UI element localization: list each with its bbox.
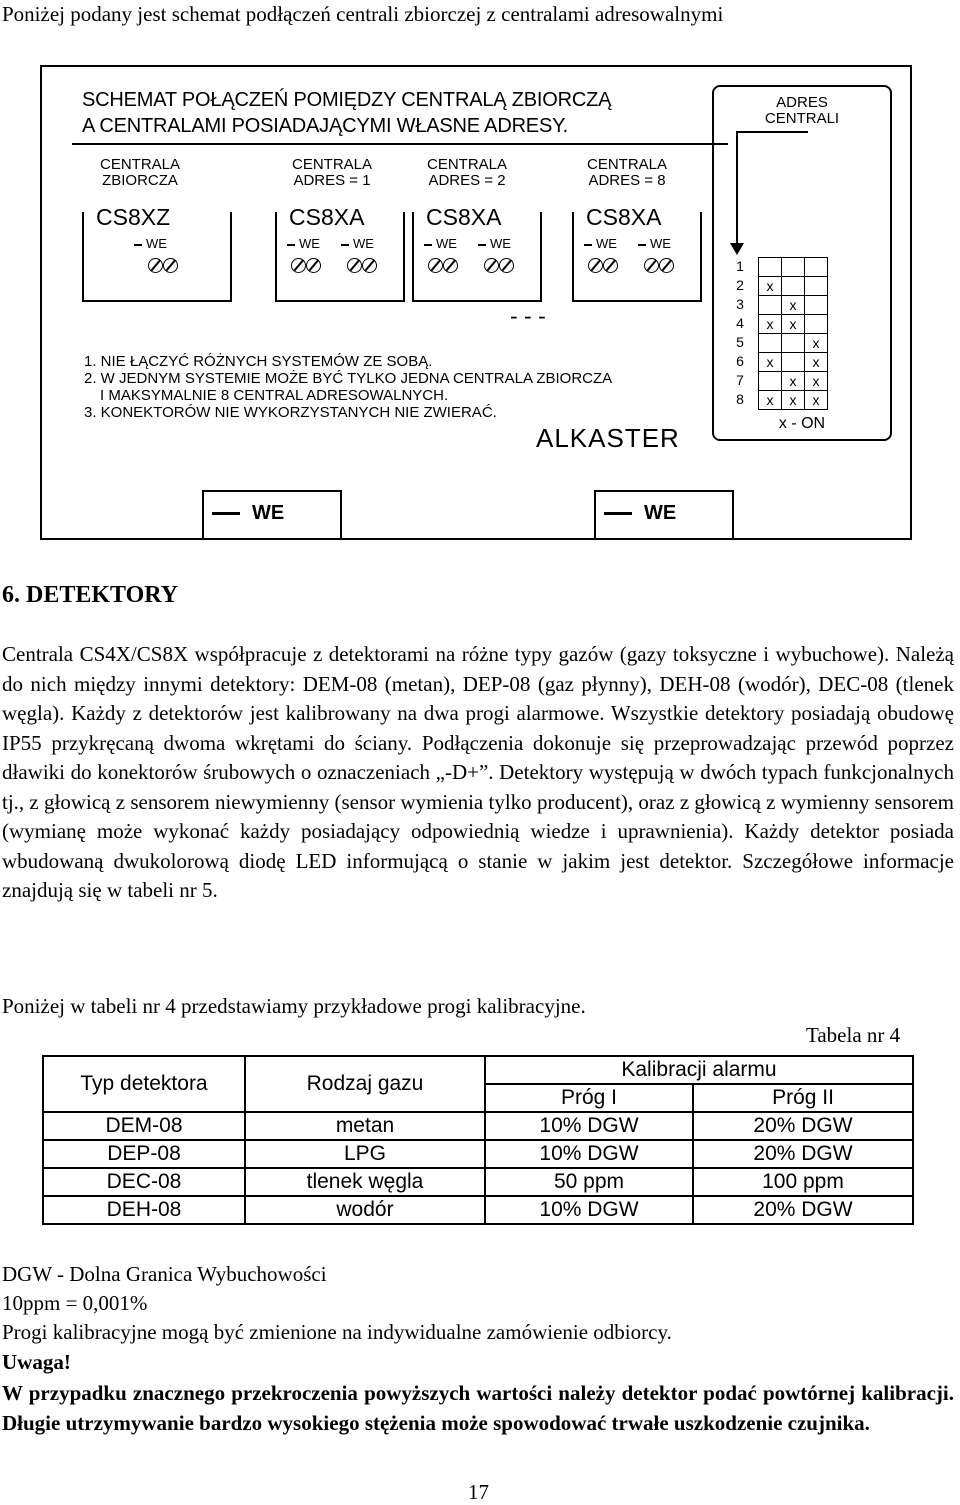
dip-cell [805, 315, 828, 334]
dip-cell [759, 296, 782, 315]
header-calibration: Kalibracji alarmu [485, 1056, 913, 1084]
dip-cell: x [805, 334, 828, 353]
table-row [43, 1168, 913, 1196]
dip-row [759, 391, 828, 410]
screw-terminal-pair [291, 258, 321, 278]
dip-cell [759, 372, 782, 391]
dip-cell: x [782, 372, 805, 391]
calibration-table [42, 1055, 914, 1225]
dip-cell: x [759, 277, 782, 296]
dip-cell: x [805, 391, 828, 410]
unit-label-line: CENTRALA [586, 156, 668, 173]
dip-cell: x [805, 353, 828, 372]
table-header-row [43, 1056, 913, 1084]
dip-cell [782, 258, 805, 277]
dip-row [759, 296, 828, 315]
screw-terminal-icon [443, 258, 458, 273]
header-threshold-2: Próg II [693, 1084, 913, 1112]
we-big-label: WE [212, 502, 284, 525]
header-gas: Rodzaj gazu [245, 1056, 485, 1112]
unit-model: CS8XZ [96, 204, 171, 230]
dip-row [759, 372, 828, 391]
cell-threshold-2: 20% DGW [693, 1196, 913, 1224]
dip-cell: x [805, 372, 828, 391]
address-box [712, 85, 892, 441]
cell-gas: tlenek węgla [245, 1168, 485, 1196]
dip-row-numbers [732, 257, 748, 409]
cell-type: DEH-08 [43, 1196, 245, 1224]
page-number: 17 [468, 1480, 489, 1504]
dip-cell: x [759, 391, 782, 410]
bottom-we-box-right [594, 490, 734, 540]
header-type: Typ detektora [43, 1056, 245, 1112]
note-line: 1. NIE ŁĄCZYĆ RÓŻNYCH SYSTEMÓW ZE SOBĄ. [84, 353, 433, 370]
cell-type: DEC-08 [43, 1168, 245, 1196]
address-box-title [714, 95, 890, 127]
dip-cell [805, 258, 828, 277]
unit-label-line: ADRES = 8 [588, 172, 666, 189]
cell-threshold-1: 10% DGW [485, 1112, 693, 1140]
unit-model: CS8XA [426, 204, 502, 230]
header-threshold-1: Próg I [485, 1084, 693, 1112]
dip-cell: x [782, 296, 805, 315]
dip-cell: x [759, 315, 782, 334]
table-row [43, 1140, 913, 1168]
dip-row [759, 334, 828, 353]
arrow-line [736, 131, 808, 133]
screw-terminal-pair [644, 258, 674, 278]
dip-cell: x [782, 315, 805, 334]
footnote-custom: Progi kalibracyjne mogą być zmienione na indywidualne zamówienie odbiorcy. [2, 1320, 672, 1344]
cell-gas: LPG [245, 1140, 485, 1168]
screw-terminal-pair [148, 258, 178, 278]
cell-threshold-1: 10% DGW [485, 1140, 693, 1168]
cell-type: DEP-08 [43, 1140, 245, 1168]
screw-terminal-icon [484, 258, 499, 273]
unit-model: CS8XA [586, 204, 662, 230]
dip-switch-table [758, 257, 828, 410]
dip-cell: x [759, 353, 782, 372]
unit-label-line: ZBIORCZA [102, 172, 178, 189]
screw-terminal-pair [588, 258, 618, 278]
unit-label-line: CENTRALA [291, 156, 373, 173]
footnote-dgw: DGW - Dolna Granica Wybuchowości [2, 1262, 327, 1286]
note-line: I MAKSYMALNIE 8 CENTRAL ADRESOWALNYCH. [100, 387, 449, 404]
screw-terminal-icon [428, 258, 443, 273]
alkaster-logo: ALKASTER [536, 423, 680, 453]
we-connector-label: WE [424, 236, 457, 251]
we-connector-label: WE [134, 236, 167, 251]
dip-row-number: 4 [736, 315, 744, 331]
dip-cell: x [782, 391, 805, 410]
screw-terminal-pair [428, 258, 458, 278]
screw-terminal-icon [588, 258, 603, 273]
unit-label-address-1 [282, 157, 382, 189]
dip-row-number: 6 [736, 353, 744, 369]
table-intro: Poniżej w tabeli nr 4 przedstawiamy przykładowe progi kalibracyjne. [2, 994, 586, 1018]
we-connector-label: WE [638, 236, 671, 251]
screw-terminal-icon [291, 258, 306, 273]
screw-terminal-icon [306, 258, 321, 273]
dip-row [759, 258, 828, 277]
ellipsis: - - - [510, 303, 546, 329]
dip-cell [759, 334, 782, 353]
cell-gas: metan [245, 1112, 485, 1140]
screw-terminal-icon [347, 258, 362, 273]
screw-terminal-icon [362, 258, 377, 273]
note-line: 3. KONEKTORÓW NIE WYKORZYSTANYCH NIE ZWIERAĆ. [84, 404, 497, 421]
cell-threshold-2: 100 ppm [693, 1168, 913, 1196]
screw-terminal-icon [499, 258, 514, 273]
dip-row [759, 353, 828, 372]
address-title-line: ADRES [776, 94, 828, 111]
dip-cell [782, 277, 805, 296]
we-connector-label: WE [584, 236, 617, 251]
dip-cell [759, 258, 782, 277]
dip-cell [782, 353, 805, 372]
we-big-label: WE [604, 502, 676, 525]
dip-row-number: 8 [736, 391, 744, 407]
diagram-title-line2: A CENTRALAMI POSIADAJĄCYMI WŁASNE ADRESY. [82, 115, 569, 137]
table-row [43, 1112, 913, 1140]
dip-row-number: 7 [736, 372, 744, 388]
unit-label-line: ADRES = 1 [293, 172, 371, 189]
screw-terminal-icon [148, 258, 163, 273]
dip-row [759, 315, 828, 334]
intro-text: Poniżej podany jest schemat podłączeń centrali zbiorczej z centralami adresowalnymi [2, 2, 724, 26]
dip-cell [805, 296, 828, 315]
connection-diagram [40, 65, 912, 540]
unit-box-address-1 [275, 204, 405, 302]
we-connector-label: WE [478, 236, 511, 251]
cell-type: DEM-08 [43, 1112, 245, 1140]
dip-cell [782, 334, 805, 353]
dip-row-number: 5 [736, 334, 744, 350]
address-title-line: CENTRALI [764, 110, 840, 127]
dip-legend: x - ON [778, 415, 826, 432]
screw-terminal-icon [603, 258, 618, 273]
screw-terminal-pair [484, 258, 514, 278]
dip-row-number: 1 [736, 258, 744, 274]
screw-terminal-icon [659, 258, 674, 273]
screw-terminal-icon [163, 258, 178, 273]
unit-label-address-8 [577, 157, 677, 189]
diagram-title-line1: SCHEMAT POŁĄCZEŃ POMIĘDZY CENTRALĄ ZBIORCZĄ [82, 89, 612, 111]
warning-text: W przypadku znacznego przekroczenia powyższych wartości należy detektor podać powtórnej kalibracji. Długie utrzymywanie bardzo wysokiego stężenia może spowodować trwałe uszkodzenie czujnika. [2, 1381, 954, 1435]
cell-gas: wodór [245, 1196, 485, 1224]
unit-model: CS8XA [289, 204, 365, 230]
unit-label-line: CENTRALA [426, 156, 508, 173]
unit-label-line: CENTRALA [99, 156, 181, 173]
table-row [43, 1196, 913, 1224]
title-underline [72, 143, 728, 145]
cell-threshold-1: 10% DGW [485, 1196, 693, 1224]
warning-title: Uwaga! [2, 1350, 71, 1374]
unit-label-address-2 [417, 157, 517, 189]
table-caption: Tabela nr 4 [806, 1023, 901, 1047]
unit-box-collective [82, 204, 232, 302]
dip-row-number: 2 [736, 277, 744, 293]
footnote-ppm: 10ppm = 0,001% [2, 1291, 148, 1315]
bottom-we-box-left [202, 490, 342, 540]
arrow-line [736, 131, 738, 249]
screw-terminal-pair [347, 258, 377, 278]
unit-label-collective [90, 157, 190, 189]
screw-terminal-icon [644, 258, 659, 273]
unit-label-line: ADRES = 2 [428, 172, 506, 189]
dip-cell [805, 277, 828, 296]
we-connector-label: WE [341, 236, 374, 251]
dip-row [759, 277, 828, 296]
cell-threshold-2: 20% DGW [693, 1140, 913, 1168]
we-connector-label: WE [287, 236, 320, 251]
unit-box-address-8 [572, 204, 702, 302]
section-title: 6. DETEKTORY [2, 582, 179, 608]
cell-threshold-2: 20% DGW [693, 1112, 913, 1140]
diagram-notes [84, 353, 612, 421]
arrow-down-icon [730, 243, 744, 255]
note-line: 2. W JEDNYM SYSTEMIE MOŻE BYĆ TYLKO JEDNA CENTRALA ZBIORCZA [84, 370, 613, 387]
detectors-paragraph: Centrala CS4X/CS8X współpracuje z detektorami na różne typy gazów (gazy toksyczne i wybuchowe). Należą do nich między innymi detektory: DEM-08 (metan), DEP-08 (gaz płynny), DEH-08 (wodór), DEC-08 (tlenek węgla). Każdy z detektorów jest kalibrowany na dwa progi alarmowe. Wszystkie detektory posiadają obudowę IP55 przykręcaną dwoma wkrętami do ściany. Podłączenia dokonuje się przeprowadzając przewód poprzez dławiki do konektorów śrubowych o oznaczeniach „-D+”. Detektory występują w dwóch typach funkcjonalnych tj., z głowicą z sensorem niewymienny (sensor wymienia tylko producent), oraz z głowicą z wymienny sensorem (wymianę może wykonać każdy posiadający odpowiednią wiedze i uprawnienia). Każdy detektor posiada wbudowaną dwukolorową diodę LED informującą o stanie w jakim jest detektor. Szczegółowe informacje znajdują się w tabeli nr 5. [2, 642, 954, 902]
diagram-title [82, 87, 611, 139]
unit-box-address-2 [412, 204, 542, 302]
cell-threshold-1: 50 ppm [485, 1168, 693, 1196]
dip-row-number: 3 [736, 296, 744, 312]
